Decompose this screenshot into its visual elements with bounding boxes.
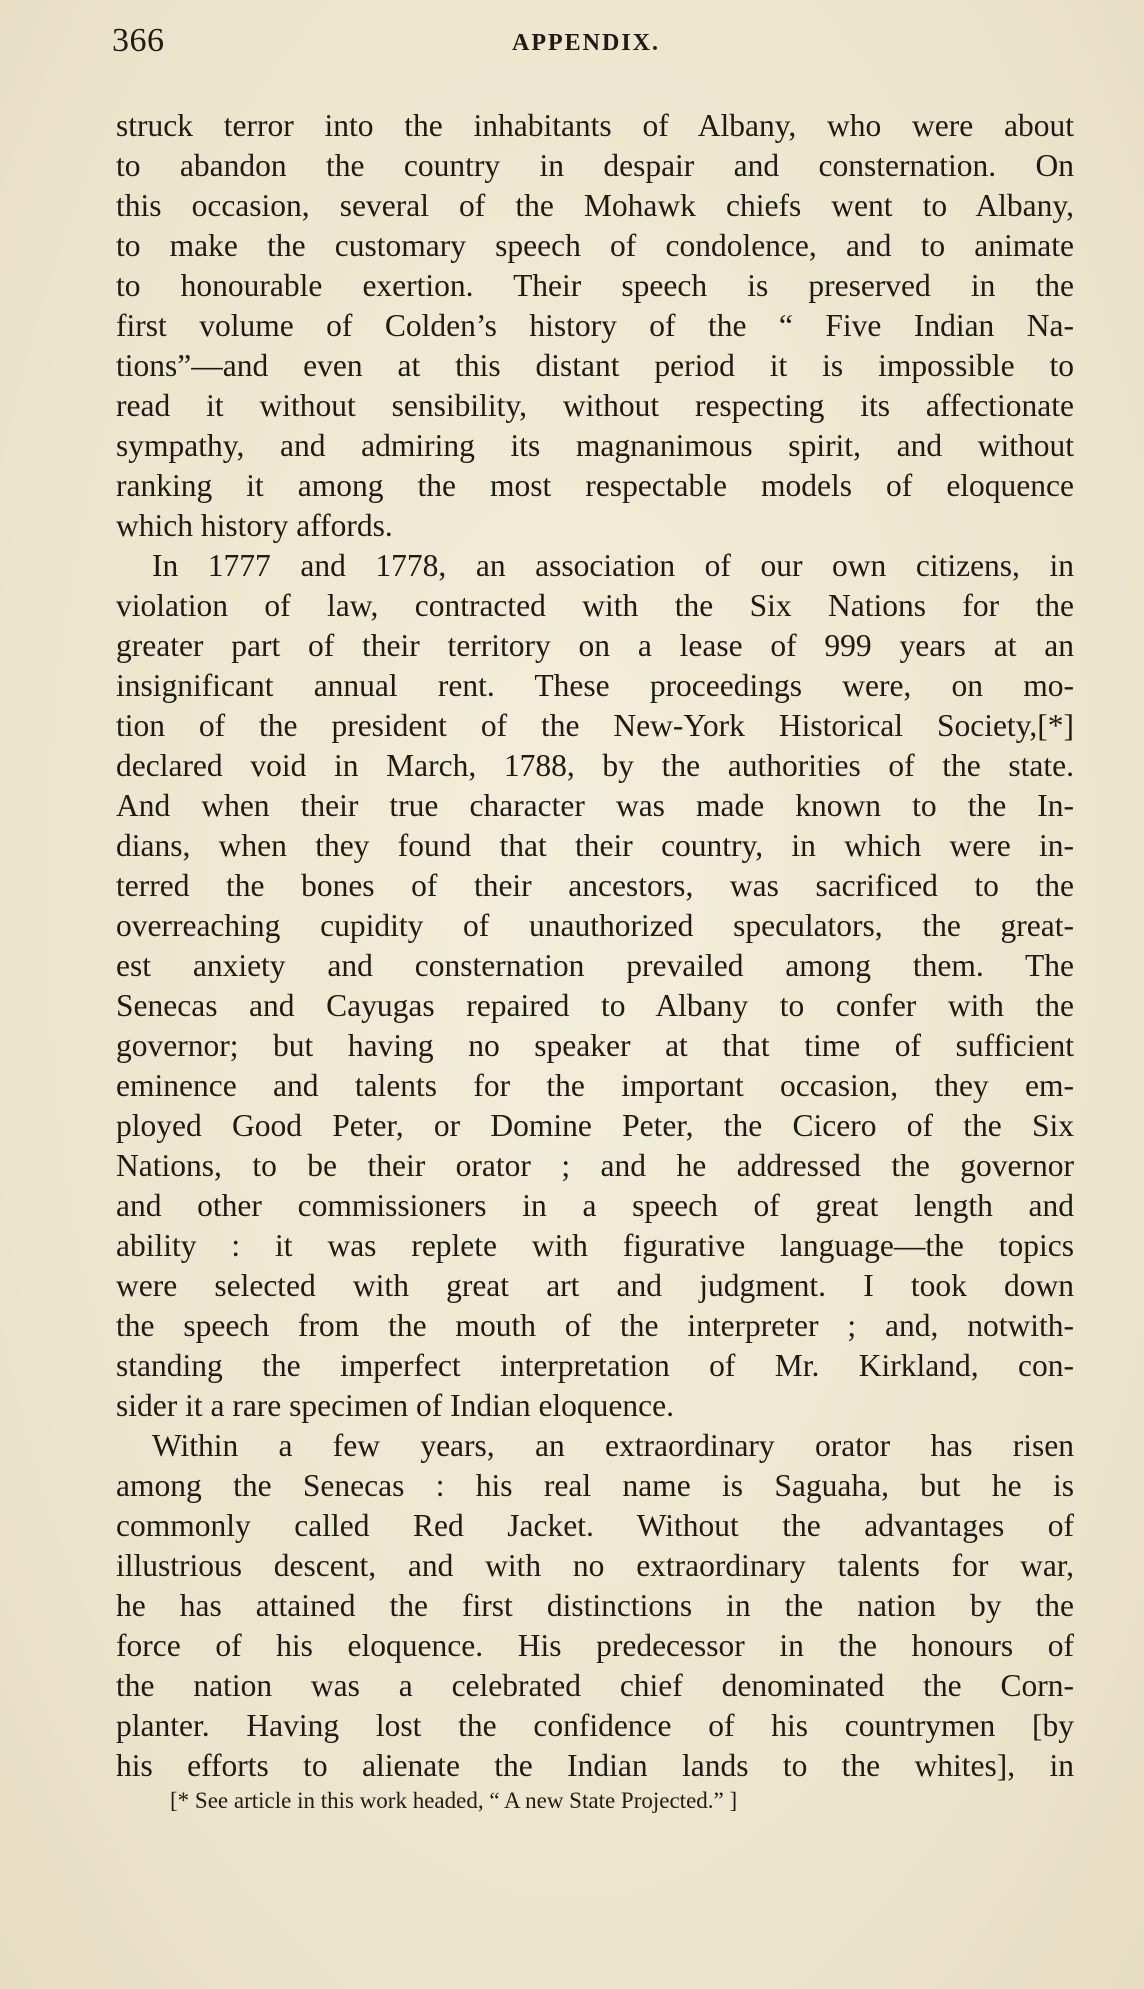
text-line: est anxiety and consternation prevailed among them. The: [116, 948, 1074, 983]
text-line: were selected with great art and judgment. I took down: [116, 1268, 1074, 1303]
footnote: [* See article in this work headed, “ A new State Projected.” ]: [170, 1788, 738, 1813]
text-line: insignificant annual rent. These proceedings were, on mo-: [116, 668, 1074, 703]
text-line: force of his eloquence. His predecessor in the honours of: [116, 1628, 1074, 1663]
text-line: declared void in March, 1788, by the authorities of the state.: [116, 748, 1074, 783]
body-text: [116, 106, 1074, 1786]
text-line: read it without sensibility, without respecting its affectionate: [116, 388, 1074, 423]
text-line: to make the customary speech of condolence, and to animate: [116, 228, 1074, 263]
text-line: violation of law, contracted with the Six Nations for the: [116, 588, 1074, 623]
text-line-paragraph-end: which history affords.: [116, 508, 393, 543]
text-line: greater part of their territory on a lease of 999 years at an: [116, 628, 1074, 663]
text-line: struck terror into the inhabitants of Albany, who were about: [116, 108, 1074, 143]
page-number: 366: [112, 22, 165, 59]
text-line: illustrious descent, and with no extraordinary talents for war,: [116, 1548, 1074, 1583]
show-through-shading: [160, 1885, 1060, 1945]
text-line: commonly called Red Jacket. Without the advantages of: [116, 1508, 1074, 1543]
text-line: terred the bones of their ancestors, was sacrificed to the: [116, 868, 1074, 903]
text-line: first volume of Colden’s history of the “ Five Indian Na-: [116, 308, 1074, 343]
text-line: eminence and talents for the important occasion, they em-: [116, 1068, 1074, 1103]
text-line: governor; but having no speaker at that time of sufficient: [116, 1028, 1074, 1063]
text-line: this occasion, several of the Mohawk chiefs went to Albany,: [116, 188, 1074, 223]
text-line: and other commissioners in a speech of great length and: [116, 1188, 1074, 1223]
text-line: planter. Having lost the confidence of his countrymen [by: [116, 1708, 1074, 1743]
text-line: sympathy, and admiring its magnanimous spirit, and without: [116, 428, 1074, 463]
text-line-paragraph-start: Within a few years, an extraordinary orator has risen: [152, 1428, 1074, 1463]
text-line: to abandon the country in despair and consternation. On: [116, 148, 1074, 183]
text-line: Senecas and Cayugas repaired to Albany to confer with the: [116, 988, 1074, 1023]
text-line: the speech from the mouth of the interpreter ; and, notwith-: [116, 1308, 1074, 1343]
text-line: standing the imperfect interpretation of Mr. Kirkland, con-: [116, 1348, 1074, 1383]
text-line: ployed Good Peter, or Domine Peter, the Cicero of the Six: [116, 1108, 1074, 1143]
text-line: he has attained the first distinctions in the nation by the: [116, 1588, 1074, 1623]
text-line: Nations, to be their orator ; and he addressed the governor: [116, 1148, 1074, 1183]
text-line-paragraph-end: sider it a rare specimen of Indian eloquence.: [116, 1388, 675, 1423]
text-line: to honourable exertion. Their speech is preserved in the: [116, 268, 1074, 303]
text-line: overreaching cupidity of unauthorized speculators, the great-: [116, 908, 1074, 943]
text-line: And when their true character was made known to the In-: [116, 788, 1074, 823]
text-line: among the Senecas : his real name is Saguaha, but he is: [116, 1468, 1074, 1503]
text-line: dians, when they found that their country, in which were in-: [116, 828, 1074, 863]
text-line: his efforts to alienate the Indian lands to the whites], in: [116, 1748, 1074, 1783]
text-line: the nation was a celebrated chief denominated the Corn-: [116, 1668, 1074, 1703]
text-line-paragraph-start: In 1777 and 1778, an association of our own citizens, in: [152, 548, 1074, 583]
text-line: ranking it among the most respectable models of eloquence: [116, 468, 1074, 503]
text-line: tion of the president of the New-York Historical Society,[*]: [116, 708, 1074, 743]
text-line: ability : it was replete with figurative language—the topics: [116, 1228, 1074, 1263]
text-line: tions”—and even at this distant period it is impossible to: [116, 348, 1074, 383]
running-head: APPENDIX.: [512, 30, 660, 56]
